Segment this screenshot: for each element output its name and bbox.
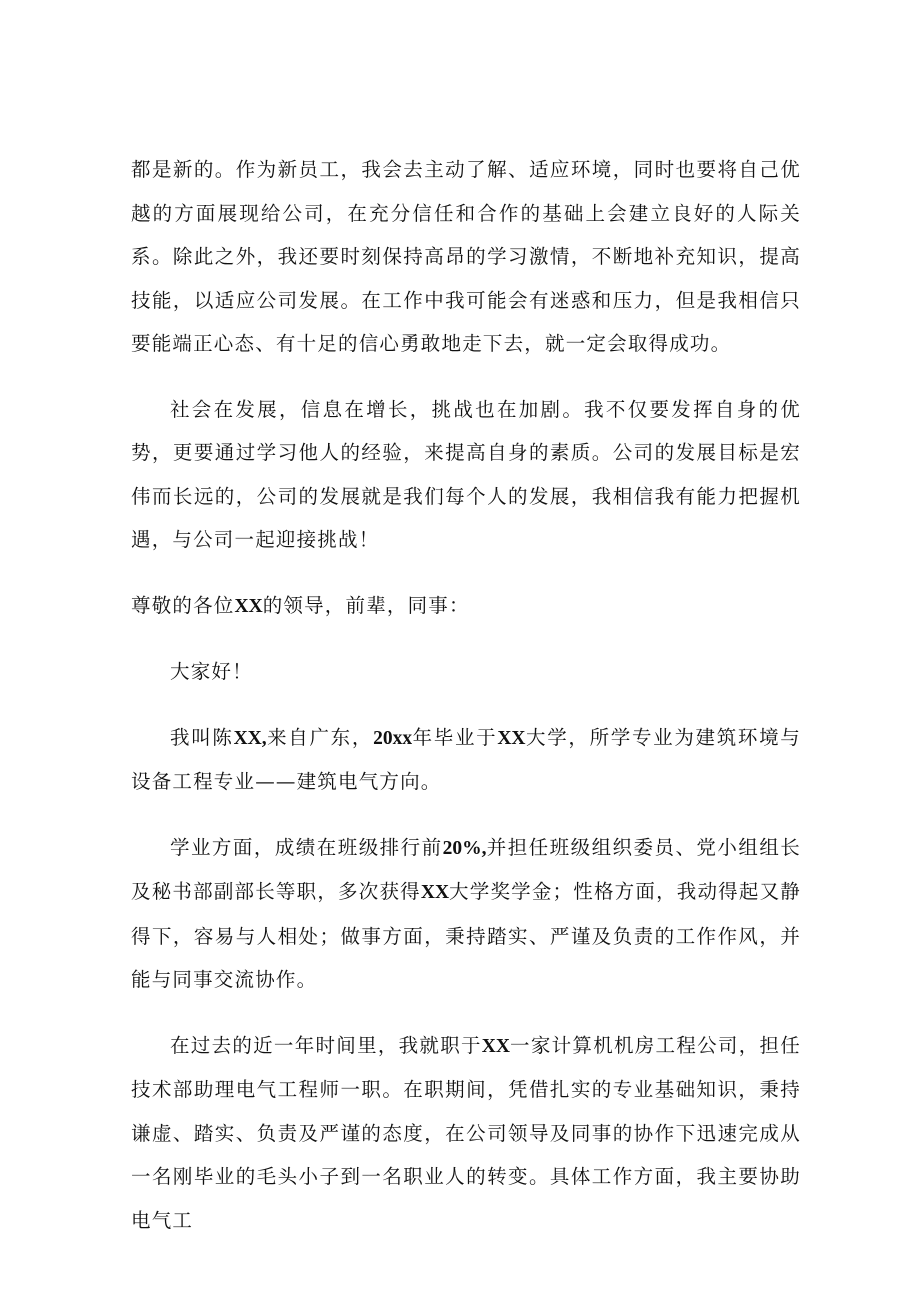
university-placeholder: XX: [497, 727, 526, 749]
paragraph-text: 大学奖学金；性格方面，我动得起又静得下，容易与人相处；做事方面，秉持踏实、严谨及负责的工作作风，并能与同事交流协作。: [131, 880, 801, 991]
university-placeholder: XX: [420, 882, 450, 903]
paragraph-text: 学业方面，成绩在班级排行前: [170, 835, 443, 859]
company-placeholder: XX: [481, 1035, 510, 1057]
class-rank: 20%,: [442, 837, 487, 859]
paragraph-text: 我叫陈: [170, 725, 234, 749]
paragraph-social-development: [131, 388, 801, 562]
paragraph-academics: [131, 826, 801, 1002]
paragraph-continuation: [131, 148, 801, 366]
paragraph-text: 在过去的近一年时间里，我就职于: [170, 1033, 482, 1057]
paragraph-text: 一家计算机机房工程公司，担任技术部助理电气工程师一职。在职期间，凭借扎实的专业基础知识，秉持谦虚、踏实、负责及严谨的态度，在公司领导及同事的协作下迅速完成从一名刚毕业的毛头小子到一名职业人的转变。具体工作方面，我主要协助电气工: [131, 1033, 801, 1232]
greeting-text: 大家好！: [170, 660, 253, 683]
paragraph-text: 来自广东，: [266, 725, 374, 749]
salutation-text: 尊敬的各位: [131, 593, 235, 617]
paragraph-text: 并担任班级组织委员、党小组组长及秘书部副部长等职，多次获得: [131, 835, 801, 903]
salutation-text: 的领导，前辈，同事：: [262, 593, 470, 617]
paragraph-text: 都是新的。作为新员工，我会去主动了解、适应环境，同时也要将自己优越的方面展现给公司，在充分信任和合作的基础上会建立良好的人际关系。除此之外，我还要时刻保持高昂的学习激情，不断地补充知识，提高技能，以适应公司发展。在工作中我可能会有迷惑和压力，但是我相信只要能端正心态、有十足的信心勇敢地走下去，就一定会取得成功。: [131, 158, 801, 355]
paragraph-text: 年毕业于: [412, 725, 498, 749]
paragraph-introduction: [131, 716, 801, 804]
greeting: [131, 650, 801, 694]
paragraph-text: 大学，所学专业为建筑环境与设备工程专业——建筑电气方向。: [131, 725, 801, 793]
salutation: [131, 584, 801, 629]
salutation-company: XX: [234, 595, 263, 617]
paragraph-work-experience: [131, 1024, 801, 1243]
name-placeholder: XX,: [233, 727, 267, 749]
paragraph-text: 社会在发展，信息在增长，挑战也在加剧。我不仅要发挥自身的优势，更要通过学习他人的经验，来提高自身的素质。公司的发展目标是宏伟而长远的，公司的发展就是我们每个人的发展，我相信我有能力把握机遇，与公司一起迎接挑战！: [131, 397, 801, 551]
document-body: [131, 148, 801, 1264]
graduation-year: 20xx: [373, 727, 413, 749]
